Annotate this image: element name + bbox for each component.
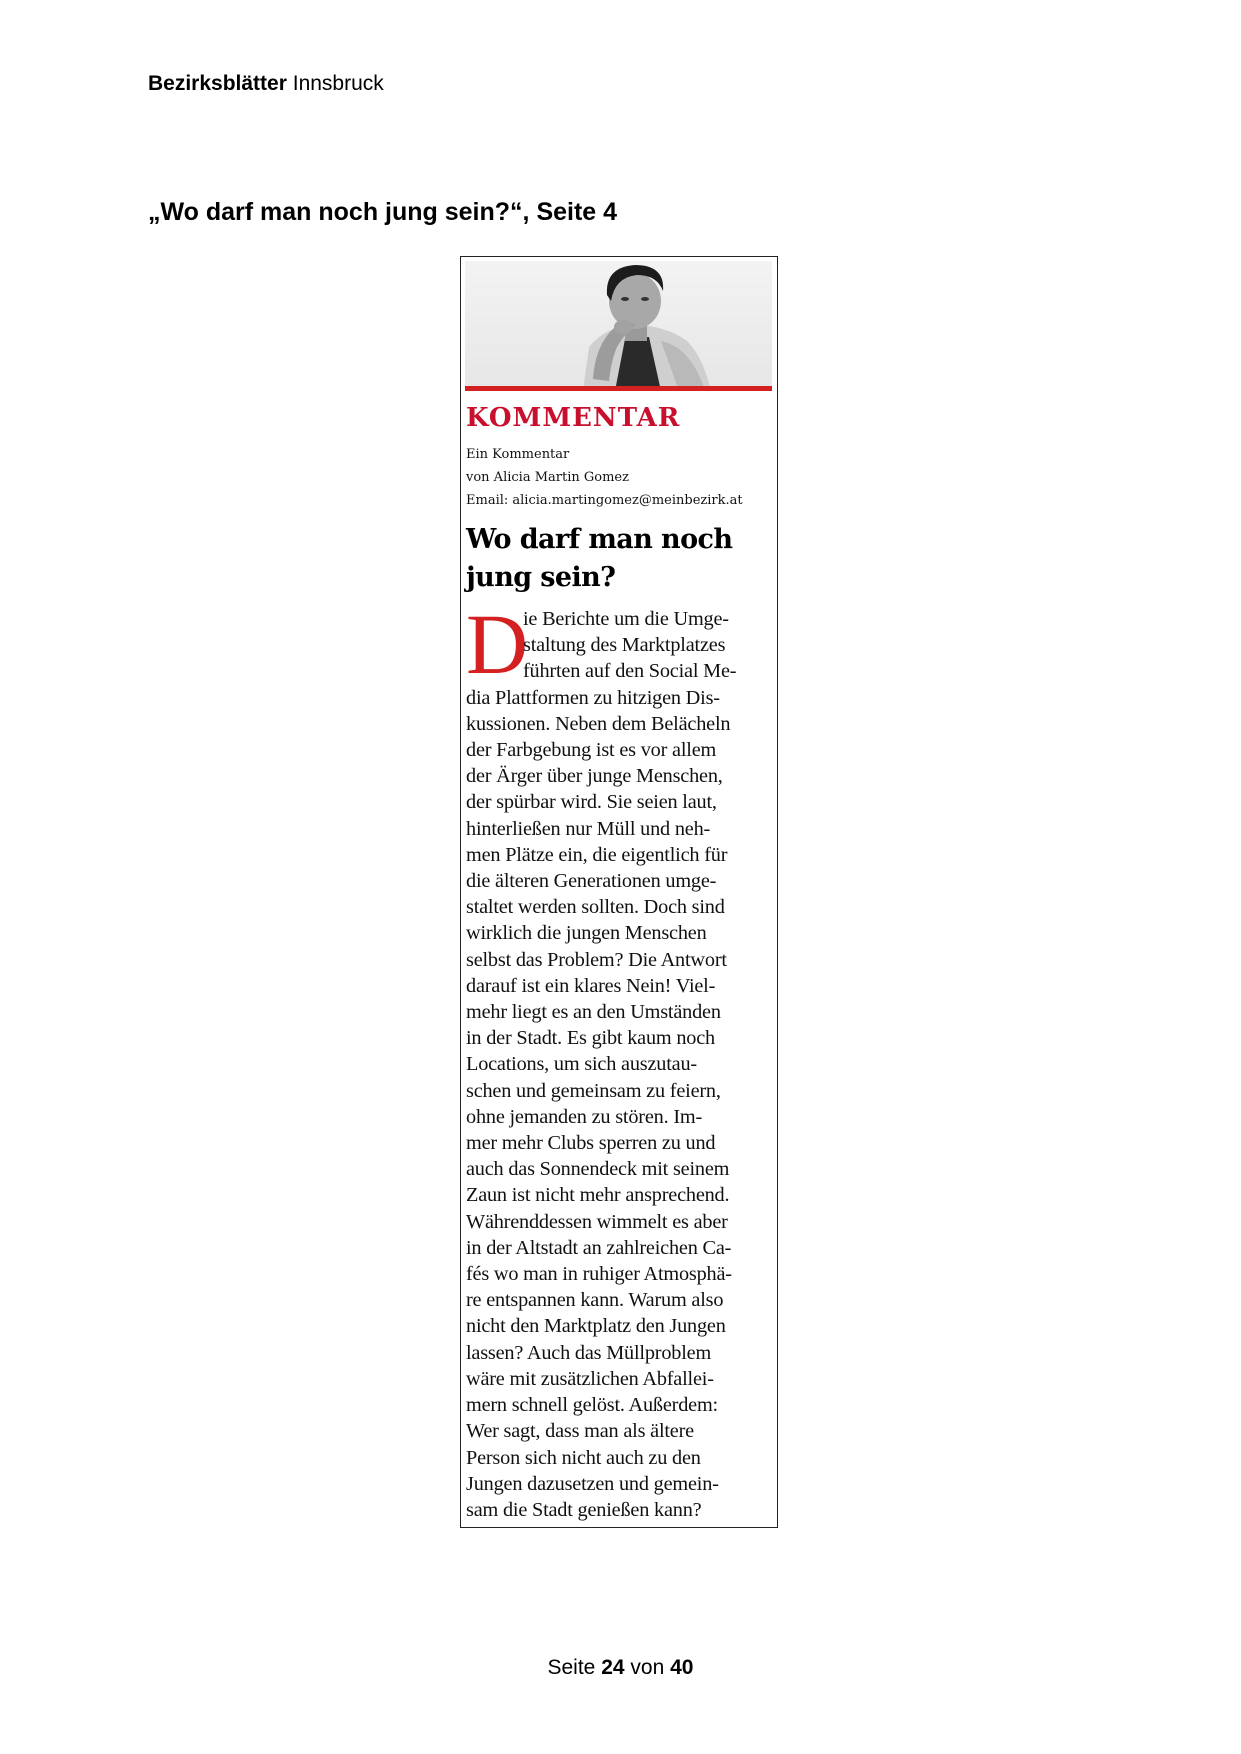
body-line: Zaun ist nicht mehr ansprechend. bbox=[466, 1184, 730, 1207]
body-line: Währenddessen wimmelt es aber bbox=[466, 1210, 728, 1233]
body-line: staltet werden sollten. Doch sind bbox=[466, 896, 725, 919]
byline-email: Email: alicia.martingomez@meinbezirk.at bbox=[466, 493, 743, 508]
body-line: kussionen. Neben dem Belächeln bbox=[466, 712, 731, 735]
footer-prefix: Seite bbox=[547, 1656, 596, 1679]
footer-page-total: 40 bbox=[670, 1656, 694, 1679]
body-line: führten auf den Social Me- bbox=[523, 660, 737, 683]
page-footer bbox=[0, 1656, 1241, 1680]
drop-cap: D bbox=[466, 596, 529, 692]
body-line: in der Stadt. Es gibt kaum noch bbox=[466, 1027, 715, 1050]
headline-line: jung sein? bbox=[466, 562, 616, 593]
article-body bbox=[466, 606, 774, 1523]
body-line: der spürbar wird. Sie seien laut, bbox=[466, 791, 717, 814]
body-line: darauf ist ein klares Nein! Viel- bbox=[466, 974, 716, 997]
accent-bar bbox=[465, 386, 772, 391]
body-line: auch das Sonnendeck mit seinem bbox=[466, 1158, 730, 1181]
document-header bbox=[148, 72, 384, 96]
author-portrait-illustration bbox=[465, 261, 772, 391]
body-line: dia Plattformen zu hitzigen Dis- bbox=[466, 686, 720, 709]
body-line: lassen? Auch das Müllproblem bbox=[466, 1341, 712, 1364]
footer-page-number: 24 bbox=[601, 1656, 625, 1679]
headline-line: Wo darf man noch bbox=[466, 524, 733, 555]
body-line: der Farbgebung ist es vor allem bbox=[466, 739, 717, 762]
publication-name: Bezirksblätter bbox=[148, 72, 287, 95]
body-line: re entspannen kann. Warum also bbox=[466, 1289, 724, 1312]
body-line: nicht den Marktplatz den Jungen bbox=[466, 1315, 726, 1338]
body-line: hinterließen nur Müll und neh- bbox=[466, 817, 711, 840]
body-line: wirklich die jungen Menschen bbox=[466, 922, 707, 945]
byline bbox=[466, 443, 776, 512]
body-line: Wer sagt, dass man als ältere bbox=[466, 1420, 694, 1443]
body-line: staltung des Marktplatzes bbox=[523, 634, 726, 657]
body-line: der Ärger über junge Menschen, bbox=[466, 765, 723, 788]
body-line: sam die Stadt genießen kann? bbox=[466, 1498, 702, 1521]
newspaper-clipping bbox=[460, 256, 778, 1528]
body-line: Person sich nicht auch zu den bbox=[466, 1446, 701, 1469]
body-line: mehr liegt es an den Umständen bbox=[466, 1001, 721, 1024]
body-line: fés wo man in ruhiger Atmosphä- bbox=[466, 1263, 732, 1286]
body-line: mer mehr Clubs sperren zu und bbox=[466, 1132, 716, 1155]
publication-region: Innsbruck bbox=[292, 72, 384, 95]
author-photo bbox=[465, 261, 772, 391]
byline-author: von Alicia Martin Gomez bbox=[466, 470, 629, 485]
body-line: wäre mit zusätzlichen Abfallei- bbox=[466, 1367, 714, 1390]
body-line: ie Berichte um die Umge- bbox=[523, 608, 729, 630]
footer-middle: von bbox=[630, 1656, 665, 1679]
body-line: Jungen dazusetzen und gemein- bbox=[466, 1472, 719, 1495]
body-line: in der Altstadt an zahlreichen Ca- bbox=[466, 1236, 732, 1259]
body-line: Locations, um sich auszutau- bbox=[466, 1053, 697, 1076]
body-line: mern schnell gelöst. Außerdem: bbox=[466, 1394, 718, 1417]
body-line: selbst das Problem? Die Antwort bbox=[466, 948, 727, 971]
section-kicker: KOMMENTAR bbox=[466, 403, 681, 433]
byline-line: Ein Kommentar bbox=[466, 447, 570, 462]
body-line: men Plätze ein, die eigentlich für bbox=[466, 843, 728, 866]
body-line: ohne jemanden zu stören. Im- bbox=[466, 1105, 703, 1128]
body-line: schen und gemeinsam zu feiern, bbox=[466, 1079, 721, 1102]
document-title: „Wo darf man noch jung sein?“, Seite 4 bbox=[148, 198, 618, 226]
article-headline bbox=[466, 521, 772, 597]
body-line: die älteren Generationen umge- bbox=[466, 870, 717, 893]
